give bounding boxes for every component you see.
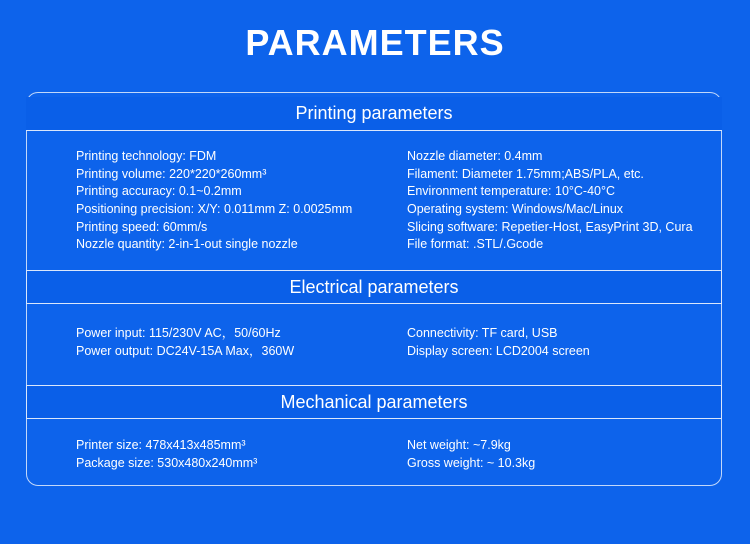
electrical-parameters-header: Electrical parameters xyxy=(26,270,722,304)
spec-item: Connectivity: TF card, USB xyxy=(407,326,558,340)
page-title: PARAMETERS xyxy=(245,22,505,63)
spec-item: Power output: DC24V-15A Max，360W xyxy=(76,343,295,358)
mechanical-parameters-header: Mechanical parameters xyxy=(26,385,722,419)
spec-item: Gross weight: ~ 10.3kg xyxy=(407,455,536,470)
printing-right-column xyxy=(407,148,693,254)
spec-item: Slicing software: Repetier-Host, EasyPrint 3D, Cura xyxy=(407,219,693,234)
spec-item: Nozzle diameter: 0.4mm xyxy=(407,149,543,163)
spec-item: Operating system: Windows/Mac/Linux xyxy=(407,202,624,217)
mechanical-right-column xyxy=(407,437,535,472)
spec-item: Printing accuracy: 0.1~0.2mm xyxy=(76,184,242,199)
spec-item: Printer size: 478x413x485mm³ xyxy=(76,438,246,452)
printing-parameters-header: Printing parameters xyxy=(26,97,722,131)
spec-item: Net weight: ~7.9kg xyxy=(407,438,511,452)
mechanical-left-column xyxy=(76,437,257,472)
spec-item: Printing technology: FDM xyxy=(76,149,217,163)
spec-item: Nozzle quantity: 2-in-1-out single nozzle xyxy=(76,237,298,252)
electrical-left-column xyxy=(76,325,294,360)
spec-item: File format: .STL/.Gcode xyxy=(407,237,544,252)
printing-left-column xyxy=(76,148,352,254)
spec-item: Filament: Diameter 1.75mm;ABS/PLA, etc. xyxy=(407,166,644,181)
spec-item: Package size: 530x480x240mm³ xyxy=(76,455,258,470)
spec-item: Printing speed: 60mm/s xyxy=(76,219,208,234)
spec-item: Display screen: LCD2004 screen xyxy=(407,343,590,358)
spec-item: Positioning precision: X/Y: 0.011mm Z: 0.0025mm xyxy=(76,202,353,217)
electrical-right-column xyxy=(407,325,590,360)
spec-item: Environment temperature: 10°C-40°C xyxy=(407,184,616,199)
spec-item: Printing volume: 220*220*260mm³ xyxy=(76,166,267,181)
spec-item: Power input: 115/230V AC，50/60Hz xyxy=(76,326,281,340)
